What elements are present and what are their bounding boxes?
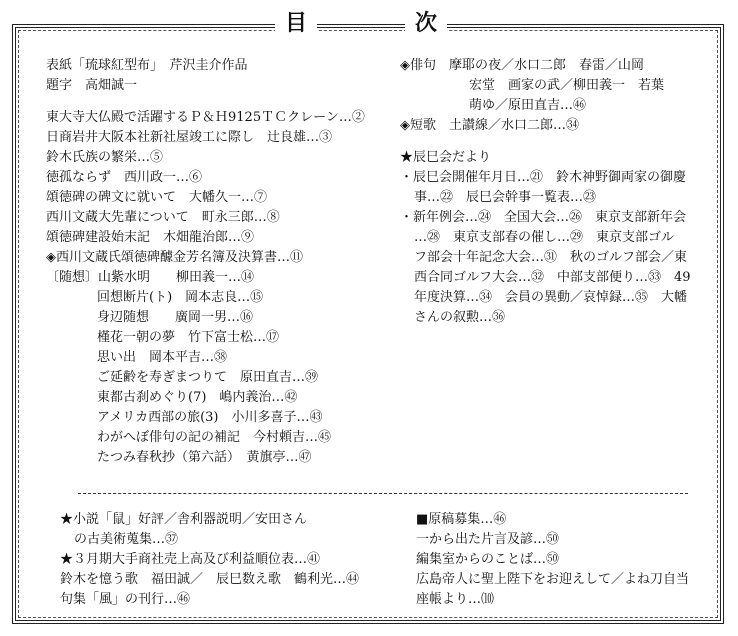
toc-entry: 身辺随想 廣岡一男…⑯ (97, 310, 254, 325)
title-char-ji: 次 (405, 8, 447, 38)
toc-entry: ★辰巳会だより (400, 150, 492, 165)
toc-entry: 年度決算…㉞ 会員の異動／哀悼録…㉟ 大幡 (414, 290, 688, 305)
toc-entry: アメリカ西部の旅(3) 小川多喜子…㊸ (97, 410, 323, 425)
toc-entry: 徳孤ならず 西川政一…⑥ (46, 170, 203, 185)
toc-entry: フ部会十年記念大会…㉛ 秋のゴルフ部会／東 (414, 250, 688, 265)
toc-entry: 西合同ゴルフ大会…㉜ 中部支部便り…㉝ 49 (414, 270, 691, 285)
title-char-moku: 目 (275, 8, 317, 38)
toc-entry: ・新年例会…㉔ 全国大会…㉖ 東京支部新年会 (400, 210, 687, 225)
toc-entry: 表紙「琉球紅型布」 芹沢圭介作品 (46, 58, 248, 73)
toc-entry: たつみ春秋抄（第六話） 黄旗亭…㊼ (97, 450, 312, 465)
toc-entry: 鈴木氏族の繁栄…⑤ (46, 150, 164, 165)
toc-entry: 日商岩井大阪本社新社屋竣工に際し 辻良雄…③ (46, 130, 333, 145)
toc-entry: 座帳より…⑽ (416, 592, 495, 607)
toc-entry: 句集「風」の刊行…㊻ (60, 592, 191, 607)
toc-entry: ★小説「鼠」好評／舎利器説明／安田さん (60, 512, 308, 527)
toc-entry: 頌徳碑の碑文に就いて 大幡久一…⑦ (46, 190, 268, 205)
toc-entry: わがへぼ俳句の記の補記 今村頼吉…㊺ (97, 430, 332, 445)
page-title (0, 8, 738, 38)
toc-entry: 題字 高畑誠一 (46, 78, 138, 93)
toc-entry: ◈西川文蔵氏頌徳碑醵金芳名簿及決算書…⑪ (46, 250, 303, 265)
toc-entry: 広島帝人に聖上陛下をお迎えして／よね刀自当 (416, 572, 690, 587)
toc-entry: ご延齢を寿ぎまつりて 原田直吉…㊴ (97, 370, 319, 385)
toc-entry: 萌ゆ／原田直吉…㊻ (469, 98, 587, 113)
spacer (400, 136, 720, 148)
toc-bottom-right (416, 510, 716, 610)
toc-entry: 一から出た片言及諺…㊿ (416, 532, 560, 547)
toc-entry: 東大寺大仏殿で活躍するＰ＆Ｈ9125ＴＣクレーン…② (46, 110, 365, 125)
toc-entry: さんの叙勲…㊱ (414, 310, 506, 325)
toc-entry: 東都古刹めぐり(7) 嶋内義治…㊷ (97, 390, 298, 405)
toc-entry: ■原稿募集…㊻ (416, 512, 507, 527)
toc-entry: 頌徳碑建設始末記 木畑龍治郎…⑨ (46, 230, 255, 245)
toc-entry: 槿花一朝の夢 竹下富士松…⑰ (97, 330, 280, 345)
toc-entry: 編集室からのことば…㊿ (416, 552, 560, 567)
toc-entry: …㉘ 東京支部春の催し…㉙ 東京支部ゴル (414, 230, 675, 245)
toc-left-column (46, 56, 396, 468)
toc-entry: の古美術蒐集…㊲ (74, 532, 179, 547)
toc-entry: 宏堂 画家の武／柳田義一 若葉 (469, 78, 665, 93)
toc-entry: 西川文蔵大先輩について 町永三郎…⑧ (46, 210, 280, 225)
toc-entry: 事…㉒ 辰巳会幹事一覧表…㉓ (414, 190, 597, 205)
toc-entry: ★３月期大手商社売上高及び利益順位表…㊶ (60, 552, 321, 567)
spacer (46, 96, 396, 108)
toc-entry: 鈴木を憶う歌 福田誠／ 辰巳数え歌 鶴利光…㊹ (60, 572, 360, 587)
toc-entry: 回想断片(ト) 岡本志良…⑮ (97, 290, 264, 305)
toc-right-column (400, 56, 720, 328)
toc-entry: 思い出 岡本平吉…㊳ (97, 350, 228, 365)
toc-entry: ・辰巳会開催年月日…㉑ 鈴木神野御両家の御慶 (400, 170, 687, 185)
toc-entry: ◈俳句 摩耶の夜／水口二郎 春雷／山岡 (400, 58, 644, 73)
toc-entry: ◈短歌 土讃線／水口二郎…㉞ (400, 118, 579, 133)
toc-entry: 〔随想〕山紫水明 柳田義一…⑭ (46, 270, 255, 285)
toc-bottom-left (60, 510, 400, 610)
section-divider (78, 493, 688, 494)
